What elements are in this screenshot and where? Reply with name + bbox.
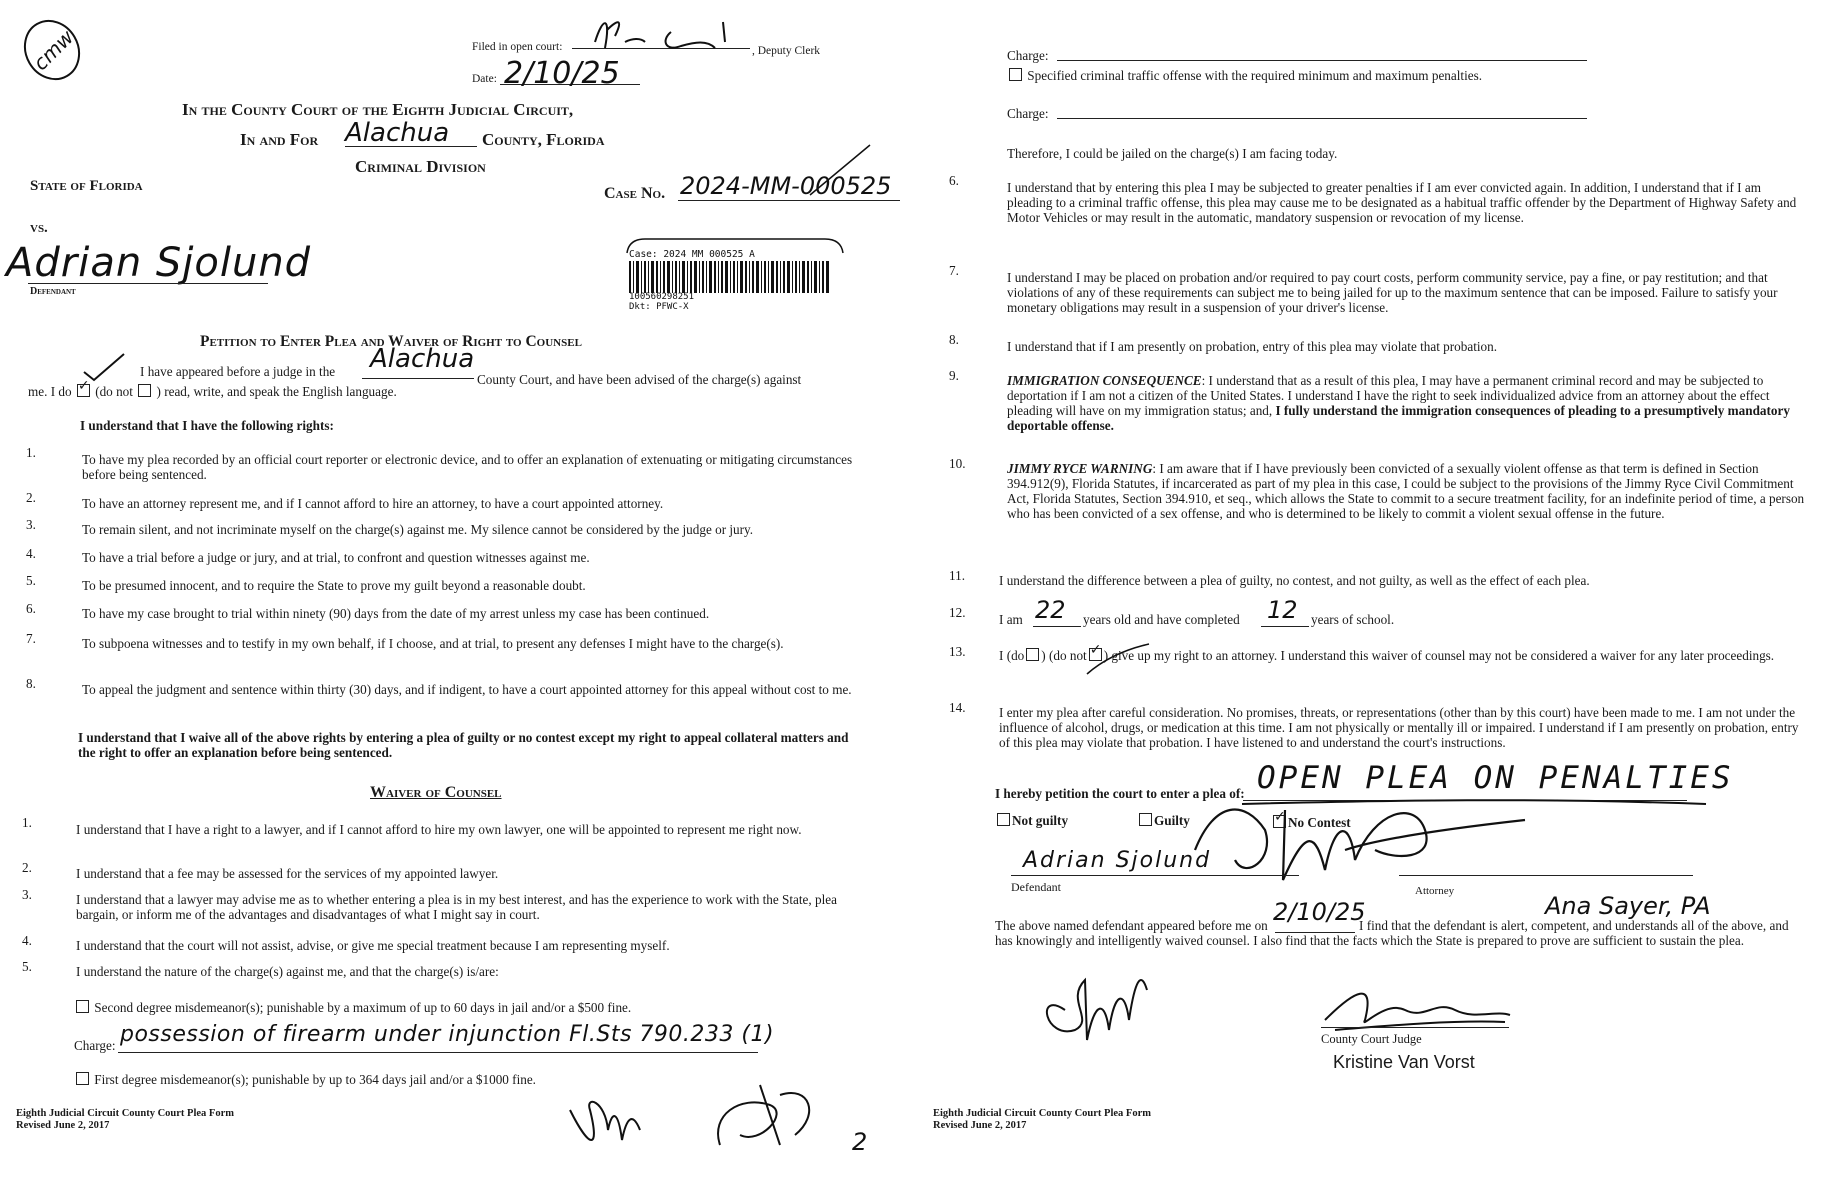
jimmy-ryce-label: JIMMY RYCE WARNING xyxy=(1007,461,1153,476)
waiver-of-rights-statement: I understand that I waive all of the above rights by entering a plea of guilty or no contest except my right to appeal collateral matters and the right to offer an explanation before being sentenced. xyxy=(78,730,849,760)
charge-label-second: Charge: xyxy=(1007,106,1049,121)
second-degree-text: Second degree misdemeanor(s); punishable by a maximum of up to 60 days in jail and/or a $500 fine. xyxy=(94,1000,632,1015)
judge-signature xyxy=(1315,970,1515,1040)
right-number: 6. xyxy=(26,601,36,616)
immigration-bold-text: I fully understand the immigration consequences of pleading to a presumptively mandatory deportable offense. xyxy=(1007,403,1790,433)
charge-handwritten: possession of firearm under injunction Fl.Sts 790.233 (1) xyxy=(120,1022,775,1047)
age-text-c: years of school. xyxy=(1311,612,1395,627)
waiver-number: 5. xyxy=(22,959,32,974)
item-text: I understand the difference between a plea of guilty, no contest, and not guilty, as well as the effect of each plea. xyxy=(999,573,1590,588)
english-do-not-text: (do not xyxy=(95,384,133,399)
court-heading: In the County Court of the Eighth Judicial Circuit, xyxy=(182,100,574,119)
guilty-label: Guilty xyxy=(1154,813,1190,828)
not-guilty-checkbox[interactable] xyxy=(997,813,1010,826)
item-text: I understand that by entering this plea I may be subjected to greater penalties if I am ever convicted again. In addition, I understand that if I am pleading to a criminal traffic offense, this plea may cause me to be designated as a habitual traffic offender by the Department of Highway Safety and Motor Vehicles or may result in the automatic, mandatory suspension or revocation of my license. xyxy=(1007,180,1797,225)
item-number: 12. xyxy=(949,605,966,620)
attorney-name-handwritten: Ana Sayer, PA xyxy=(1545,892,1711,920)
english-do-text: me. I do xyxy=(28,384,72,399)
vs-label: vs. xyxy=(30,220,48,236)
item-number: 7. xyxy=(949,263,959,278)
therefore-text: Therefore, I could be jailed on the charge(s) I am facing today. xyxy=(1007,146,1338,161)
intro-text-b: County Court, and have been advised of the charge(s) against xyxy=(477,372,802,387)
barcode-number-text: 100560298251 xyxy=(629,292,695,302)
counsel-check-stroke xyxy=(1083,640,1153,680)
judge-finding-b: I find that the defendant is alert, competent, and understands all of the above, and has knowingly and intelligently waived counsel. I also find that the facts which the State is prepared to prove are sufficient to sustain the plea. xyxy=(995,918,1789,948)
jimmy-ryce-text: : I am aware that if I have previously been convicted of a sexually violent offense as that term is defined in Section 394.912(9), Florida Statutes, if incarcerated as part of my plea in this case, I could be subject to the provisions of the Jimmy Ryce Civil Commitment Act, Florida Statutes, Section 394.910, et seq., which allows the State to commit to a secure treatment facility, for an indefinite period of time, a person who has been convicted of a sex offense, and who is determined to be likely to commit a violent sexual offense in the future. xyxy=(1007,461,1805,521)
counsel-waiver-text: ) give up my right to an attorney. I understand this waiver of counsel may not be considered a waiver for any later proceedings. xyxy=(1103,648,1775,663)
first-degree-text: First degree misdemeanor(s); punishable by up to 364 days jail and/or a $1000 fine. xyxy=(94,1072,536,1087)
waiver-item: I understand that a fee may be assessed for the services of my appointed lawyer. xyxy=(76,866,499,881)
deputy-clerk-signature xyxy=(585,12,755,56)
footer-revised-right: Revised June 2, 2017 xyxy=(933,1120,1027,1131)
no-contest-label: No Contest xyxy=(1288,815,1351,830)
age-handwritten: 22 xyxy=(1035,596,1066,624)
school-years-handwritten: 12 xyxy=(1267,596,1298,624)
plea-form-page-2 xyxy=(915,0,1822,1182)
footer-revised: Revised June 2, 2017 xyxy=(16,1120,110,1131)
case-slash-mark xyxy=(800,140,880,200)
waiver-item: I understand that a lawyer may advise me as to whether entering a plea is in my best interest, and has the experience to work with the State, plea bargain, or inform me of the advantages and disadvantages of what I might say in court. xyxy=(76,892,837,922)
date-label: Date: xyxy=(472,73,497,85)
right-number: 5. xyxy=(26,573,36,588)
right-number: 7. xyxy=(26,631,36,646)
english-do-checkbox[interactable] xyxy=(77,384,90,397)
waiver-number: 4. xyxy=(22,933,32,948)
immigration-label: IMMIGRATION CONSEQUENCE xyxy=(1007,373,1202,388)
waiver-number: 3. xyxy=(22,887,32,902)
intro-text-a: I have appeared before a judge in the xyxy=(140,364,336,379)
defendant-bottom-signature xyxy=(1025,960,1155,1050)
item-number: 13. xyxy=(949,644,966,659)
age-text-a: I am xyxy=(999,612,1023,627)
guilty-checkbox[interactable] xyxy=(1139,813,1152,826)
immigration-text: : I understand that as a result of this plea, I may have a permanent criminal record and may be subjected to deportation if I am not a citizen of the United States. I understand I have the right to seek individualized advice from an attorney about the effect pleading will have on my immigration status; and, xyxy=(1007,373,1770,418)
case-barcode-label xyxy=(625,235,845,315)
intro-county-handwritten: Alachua xyxy=(370,344,475,374)
right-item: To have a trial before a judge or jury, and at trial, to confront and question witnesses against me. xyxy=(82,550,590,565)
english-line xyxy=(28,384,397,399)
petition-title: Petition to Enter Plea and Waiver of Right to Counsel xyxy=(200,333,582,350)
judge-finding-a: The above named defendant appeared before me on xyxy=(995,918,1268,933)
county-florida-label: County, Florida xyxy=(482,130,605,149)
not-guilty-label: Not guilty xyxy=(1012,813,1069,828)
item-number: 9. xyxy=(949,368,959,383)
case-number-handwritten: 2024-MM-000525 xyxy=(680,172,892,200)
item-number: 14. xyxy=(949,700,966,715)
second-degree-checkbox[interactable] xyxy=(76,1000,89,1013)
criminal-division-label: Criminal Division xyxy=(355,157,486,176)
right-item: To remain silent, and not incriminate myself on the charge(s) against me. My silence cannot be considered by the judge or jury. xyxy=(82,522,754,537)
petition-plea-label: I hereby petition the court to enter a plea of: xyxy=(995,786,1245,801)
right-number: 2. xyxy=(26,490,36,505)
counsel-do-checkbox[interactable] xyxy=(1026,648,1039,661)
first-degree-line xyxy=(74,1072,536,1087)
county-handwritten: Alachua xyxy=(345,118,450,148)
footer-form-name-right: Eighth Judicial Circuit County Court Plea Form xyxy=(933,1108,1151,1119)
right-number: 8. xyxy=(26,676,36,691)
right-item: To be presumed innocent, and to require the State to prove my guilt beyond a reasonable doubt. xyxy=(82,578,586,593)
finding-date-handwritten: 2/10/25 xyxy=(1273,898,1366,926)
filed-label: Filed in open court: xyxy=(472,41,563,53)
right-item: To appeal the judgment and sentence within thirty (30) days, and if indigent, to have a court appointed attorney for this appeal without cost to me. xyxy=(82,682,852,697)
defendant-initials-signature xyxy=(560,1090,660,1160)
jimmy-ryce-item xyxy=(1007,461,1807,521)
in-and-for-label: In and For xyxy=(240,130,319,149)
second-degree-line xyxy=(74,1000,631,1015)
defendant-label: Defendant xyxy=(30,286,76,297)
age-text-b: years old and have completed xyxy=(1083,612,1240,627)
first-degree-checkbox[interactable] xyxy=(76,1072,89,1085)
waiver-item: I understand the nature of the charge(s) against me, and that the charge(s) is/are: xyxy=(76,964,499,979)
english-do-not-checkbox[interactable] xyxy=(138,384,151,397)
item-text: I understand I may be placed on probation and/or required to pay court costs, perform community service, pay a fine, or pay restitution; and that violations of any of these requirements can subject me to being jailed for up to the maximum sentence that can be imposed. Failure to satisfy your monetary obligations may result in a suspension of your driver's license. xyxy=(1007,270,1778,315)
deputy-clerk-label: , Deputy Clerk xyxy=(752,45,821,57)
barcode-icon xyxy=(629,261,839,293)
right-item: To have an attorney represent me, and if I cannot afford to hire an attorney, to have a court appointed attorney. xyxy=(82,496,664,511)
specified-offense-line xyxy=(1007,68,1482,83)
waiver-item: I understand that I have a right to a lawyer, and if I cannot afford to hire my own lawyer, one will be appointed to represent me right now. xyxy=(76,822,802,837)
waiver-item: I understand that the court will not assist, advise, or give me special treatment because I am representing myself. xyxy=(76,938,670,953)
right-number: 1. xyxy=(26,445,36,460)
right-item: To have my plea recorded by an official court reporter or electronic device, and to offer an explanation of extenuating or mitigating circumstances before being sentenced. xyxy=(82,452,853,482)
attorney-signature-label: Attorney xyxy=(1415,885,1455,897)
right-item: To have my case brought to trial within ninety (90) days from the date of my arrest unless my case has been continued. xyxy=(82,606,710,621)
right-number: 4. xyxy=(26,546,36,561)
right-item: To subpoena witnesses and to testify in my own behalf, if I choose, and at trial, to present any defenses I might have to the charge(s). xyxy=(82,636,784,651)
case-number-label: Case No. xyxy=(604,185,666,202)
page-number-handwritten: 2 xyxy=(852,1128,868,1156)
english-tail-text: ) read, write, and speak the English language. xyxy=(156,384,397,399)
right-number: 3. xyxy=(26,517,36,532)
charge-label: Charge: xyxy=(74,1038,116,1053)
waiver-number: 2. xyxy=(22,860,32,875)
plea-form-page-1 xyxy=(0,0,905,1182)
defendant-signature-label: Defendant xyxy=(1011,880,1061,894)
item-number: 11. xyxy=(949,568,965,583)
defendant-name-handwritten: Adrian Sjolund xyxy=(6,240,312,286)
counsel-do-text: I (do xyxy=(999,648,1025,663)
item-number: 8. xyxy=(949,332,959,347)
defendant-printed-name: Adrian Sjolund xyxy=(1023,848,1212,873)
footer-form-name: Eighth Judicial Circuit County Court Plea Form xyxy=(16,1108,234,1119)
corner-mark-text: cmw xyxy=(28,24,79,76)
rights-heading: I understand that I have the following rights: xyxy=(80,418,334,433)
judge-name-stamp: Kristine Van Vorst xyxy=(1333,1052,1475,1072)
state-of-florida-label: State of Florida xyxy=(30,178,143,194)
judge-signature-label: County Court Judge xyxy=(1321,1032,1422,1046)
waiver-number: 1. xyxy=(22,815,32,830)
plea-handwritten: OPEN PLEA ON PENALTIES xyxy=(1257,760,1734,796)
specified-offense-checkbox[interactable] xyxy=(1009,68,1022,81)
corner-initials-stamp xyxy=(14,10,84,82)
charge-label-top: Charge: xyxy=(1007,48,1049,63)
barcode-case-text: Case: 2024 MM 000525 A xyxy=(629,249,755,260)
attorney-signature xyxy=(1175,790,1545,900)
item-number: 6. xyxy=(949,173,959,188)
counsel-do-not-text: ) (do not xyxy=(1041,648,1087,663)
immigration-consequence-item xyxy=(1007,373,1807,433)
plea-options xyxy=(995,813,1068,828)
filed-date-handwritten: 2/10/25 xyxy=(504,56,620,91)
barcode-docket-text: Dkt: PFWC-X xyxy=(629,302,689,312)
item-number: 10. xyxy=(949,456,966,471)
waiver-of-counsel-heading: Waiver of Counsel xyxy=(370,784,502,801)
item-text: I understand that if I am presently on probation, entry of this plea may violate that probation. xyxy=(1007,339,1498,354)
judge-initials-signature xyxy=(700,1075,830,1155)
specified-offense-text: Specified criminal traffic offense with the required minimum and maximum penalties. xyxy=(1027,68,1483,83)
item-text: I enter my plea after careful consideration. No promises, threats, or representations (other than by this court) have been made to me. I am not under the influence of alcohol, drugs, or medication at this time. I am not physically or mentally ill or impaired. I understand if I am presently on probation, entry of this plea may violate that probation. I have listened to and understand the court's instructions. xyxy=(999,705,1799,750)
